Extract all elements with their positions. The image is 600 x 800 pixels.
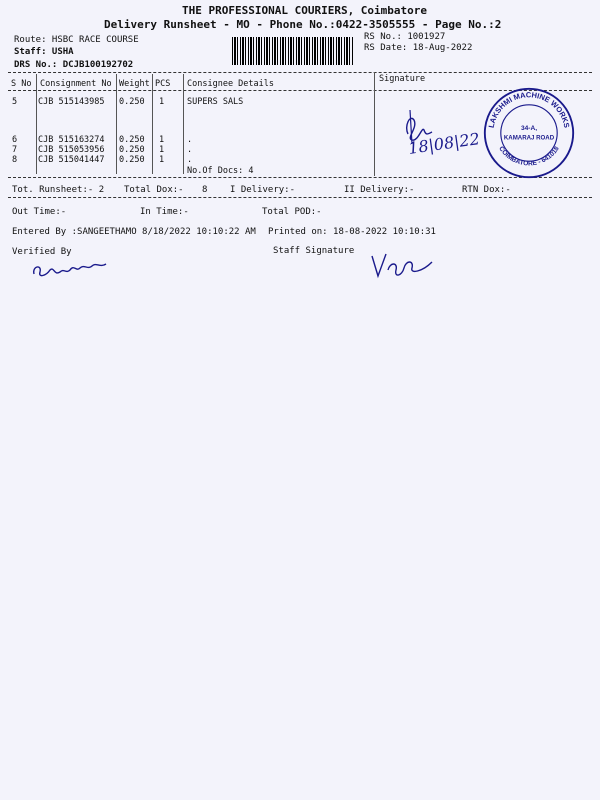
ii-delivery: II Delivery:-: [344, 185, 415, 195]
col-consignee: Consignee Details: [187, 79, 274, 89]
table-row-weight: 0.250: [119, 145, 145, 155]
col-weight: Weight: [119, 79, 150, 89]
out-time: Out Time:-: [12, 207, 67, 217]
table-row-consignee: SUPERS SALS: [187, 97, 244, 107]
col-signature: Signature: [379, 74, 426, 84]
table-row-consignment: CJB 515041447: [38, 155, 105, 165]
in-time: In Time:-: [140, 207, 189, 217]
company-stamp: [482, 86, 576, 180]
no-of-docs: No.Of Docs: 4: [187, 166, 254, 176]
stamp-bottom-text: COIMBATORE - 641018: [497, 145, 561, 168]
table-row-consignee: .: [187, 135, 193, 145]
barcode: [232, 37, 354, 65]
verifier-signature: [30, 256, 110, 284]
stamp-top-text: LAKSHMI MACHINE WORKS: [486, 90, 572, 129]
table-row-consignee: .: [187, 145, 193, 155]
verified-by-label: Verified By: [12, 247, 72, 257]
table-row-sno: 5: [12, 97, 18, 107]
runsheet-title: Delivery Runsheet - MO - Phone No.:0422-3505555 - Page No.:2: [104, 18, 502, 31]
entered-by: Entered By :SANGEETHAMO 8/18/2022 10:10:22 AM: [12, 227, 256, 237]
table-row-consignment: CJB 515053956: [38, 145, 105, 155]
table-row-pcs: 1: [159, 135, 165, 145]
total-dox-value: 8: [202, 185, 208, 195]
total-pod: Total POD:-: [262, 207, 322, 217]
handwritten-date: 18|08|22: [407, 129, 481, 158]
table-row-sno: 7: [12, 145, 18, 155]
table-row-weight: 0.250: [119, 135, 145, 145]
company-title: THE PROFESSIONAL COURIERS, Coimbatore: [182, 4, 428, 17]
i-delivery: I Delivery:-: [230, 185, 296, 195]
stamp-address-2: KAMARAJ ROAD: [503, 134, 555, 142]
table-row-pcs: 1: [159, 97, 165, 107]
table-row-consignee: .: [187, 155, 193, 165]
staff-signature-label: Staff Signature: [273, 246, 355, 256]
table-row-consignment: CJB 515163274: [38, 135, 105, 145]
table-row-pcs: 1: [159, 155, 165, 165]
summary-rule: [8, 197, 592, 198]
rs-number: RS No.: 1001927: [364, 32, 446, 42]
printed-on: Printed on: 18-08-2022 10:10:31: [268, 227, 436, 237]
stamp-address-1: 34-A,: [520, 125, 538, 133]
tot-runsheet: Tot. Runsheet:- 2: [12, 185, 105, 195]
table-row-pcs: 1: [159, 145, 165, 155]
staff-label: Staff: USHA: [14, 47, 74, 57]
col-pcs: PCS: [155, 79, 171, 89]
drs-number: DRS No.: DCJB100192702: [14, 60, 134, 70]
col-consignment: Consignment No: [40, 79, 112, 89]
col-sno: S No: [11, 79, 32, 89]
svg-text:LAKSHMI MACHINE WORKS: [487, 90, 572, 128]
table-row-weight: 0.250: [119, 97, 145, 107]
route-label: Route: HSBC RACE COURSE: [14, 35, 139, 45]
table-row-sno: 6: [12, 135, 18, 145]
table-top-rule: [8, 72, 592, 73]
table-row-sno: 8: [12, 155, 18, 165]
table-row-consignment: CJB 515143985: [38, 97, 105, 107]
svg-text:COIMBATORE - 641018: [497, 145, 561, 167]
total-dox-label: Total Dox:-: [124, 185, 184, 195]
rtn-dox: RTN Dox:-: [462, 185, 511, 195]
staff-signature: [368, 250, 438, 282]
rs-date: RS Date: 18-Aug-2022: [364, 43, 473, 53]
table-row-weight: 0.250: [119, 155, 145, 165]
